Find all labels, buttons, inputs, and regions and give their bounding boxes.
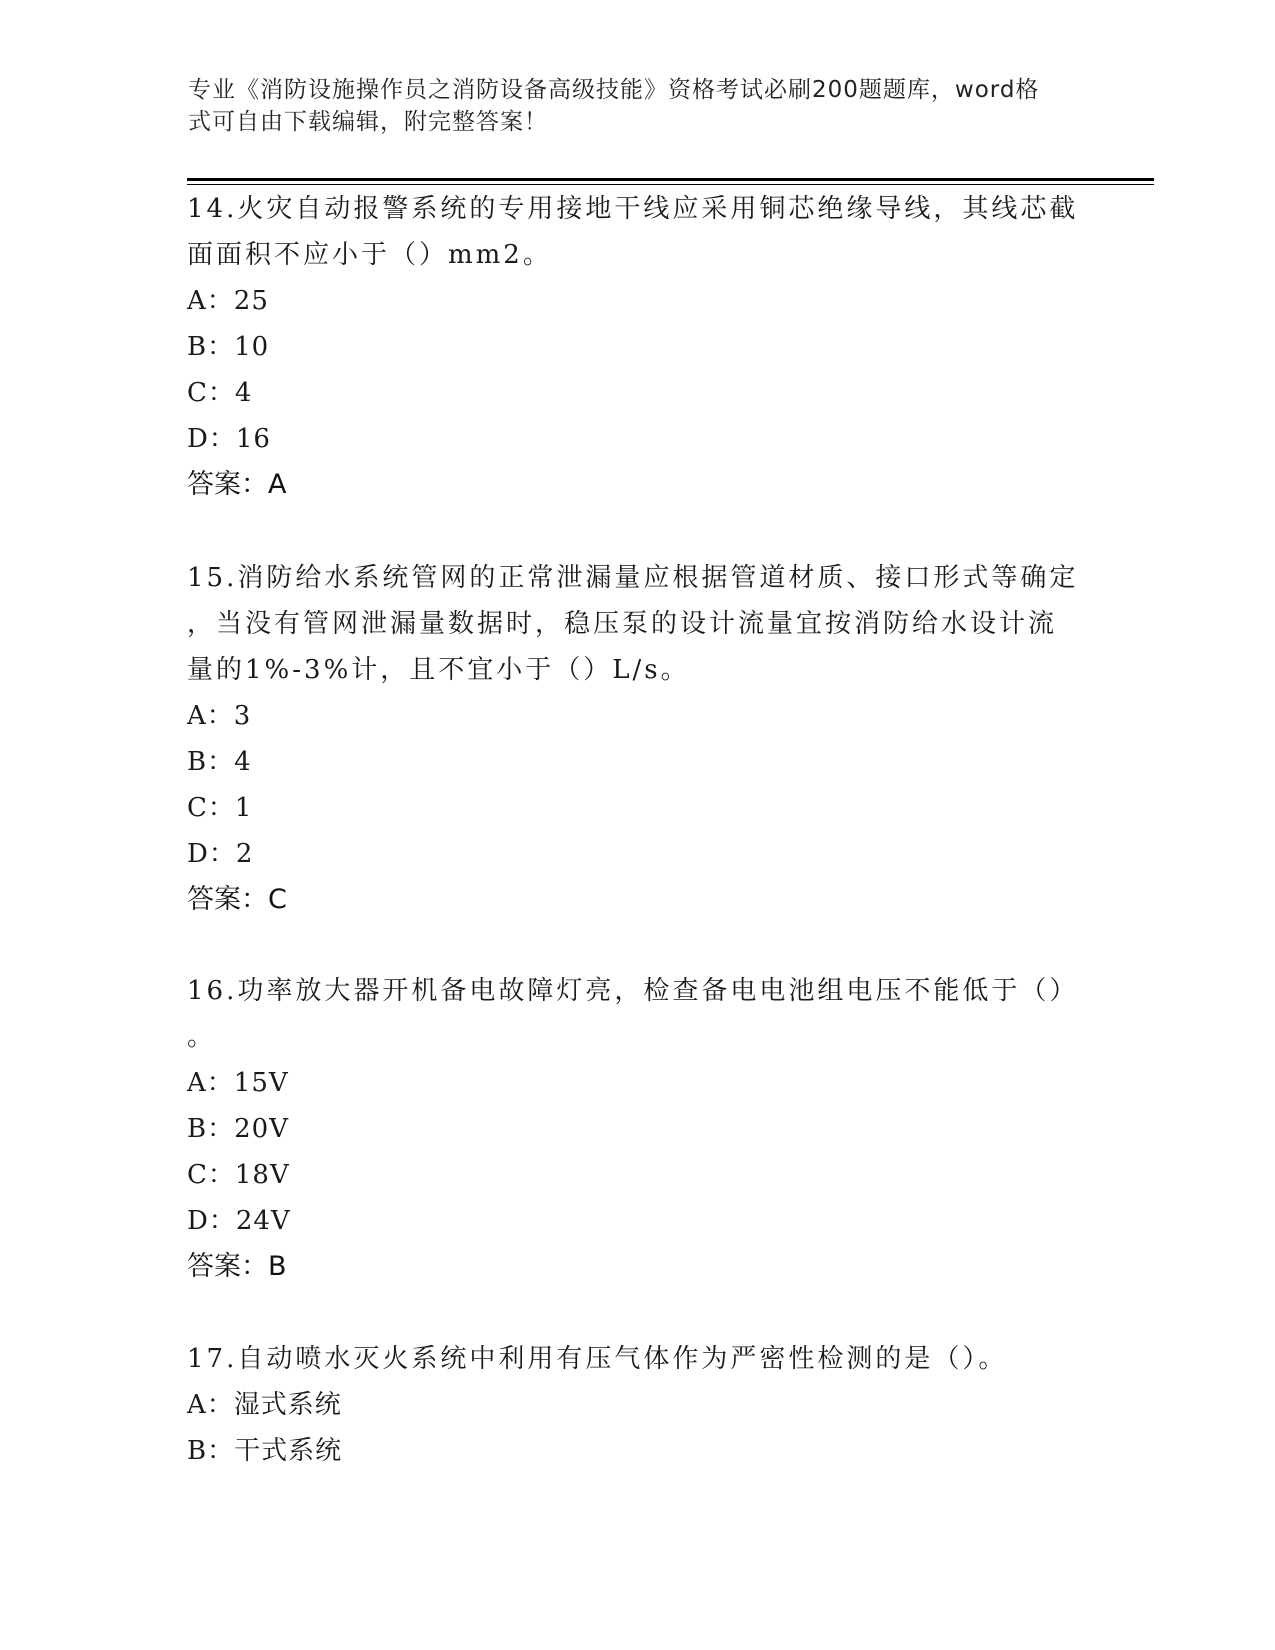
question-stem-line: 。	[187, 1022, 217, 1052]
option-a: A：3	[187, 701, 252, 731]
question-stem-line: 量的1%-3%计，且不宜小于（）L/s。	[187, 655, 690, 685]
option-d: D：16	[187, 424, 271, 454]
answer-label: 答案：B	[187, 1251, 287, 1282]
question-stem-line: 面面积不应小于（）mm2。	[187, 240, 552, 270]
option-c: C：18V	[187, 1160, 290, 1190]
option-a: A：湿式系统	[187, 1390, 342, 1420]
option-d: D：2	[187, 839, 254, 869]
question-stem-line: ，当没有管网泄漏量数据时，稳压泵的设计流量宜按消防给水设计流	[187, 609, 1058, 639]
option-b: B：4	[187, 747, 252, 777]
option-a: A：25	[187, 286, 269, 316]
option-a: A：15V	[187, 1068, 289, 1098]
question-17	[187, 1336, 1087, 1474]
question-stem-line: 17.自动喷水灭火系统中利用有压气体作为严密性检测的是（）。	[187, 1344, 1008, 1374]
header-line-1: 专业《消防设施操作员之消防设备高级技能》资格考试必刷200题题库，word格	[188, 77, 1040, 103]
question-stem-line: 14.火灾自动报警系统的专用接地干线应采用铜芯绝缘导线，其线芯截	[187, 194, 1079, 224]
question-16	[187, 968, 1087, 1290]
question-14	[187, 186, 1087, 508]
answer-label: 答案：C	[187, 884, 287, 915]
option-c: C：4	[187, 378, 253, 408]
header-rule-thin	[187, 184, 1154, 185]
option-d: D：24V	[187, 1206, 291, 1236]
question-15	[187, 555, 1087, 923]
answer-label: 答案：A	[187, 469, 287, 500]
header-line-2: 式可自由下载编辑，附完整答案！	[188, 109, 548, 135]
option-b: B：干式系统	[187, 1436, 343, 1466]
question-stem-line: 15.消防给水系统管网的正常泄漏量应根据管道材质、接口形式等确定	[187, 563, 1079, 593]
document-header	[188, 74, 1088, 138]
question-stem-line: 16.功率放大器开机备电故障灯亮，检查备电电池组电压不能低于（）	[187, 976, 1079, 1006]
option-c: C：1	[187, 793, 253, 823]
option-b: B：10	[187, 332, 270, 362]
option-b: B：20V	[187, 1114, 289, 1144]
header-rule-thick	[187, 178, 1154, 181]
